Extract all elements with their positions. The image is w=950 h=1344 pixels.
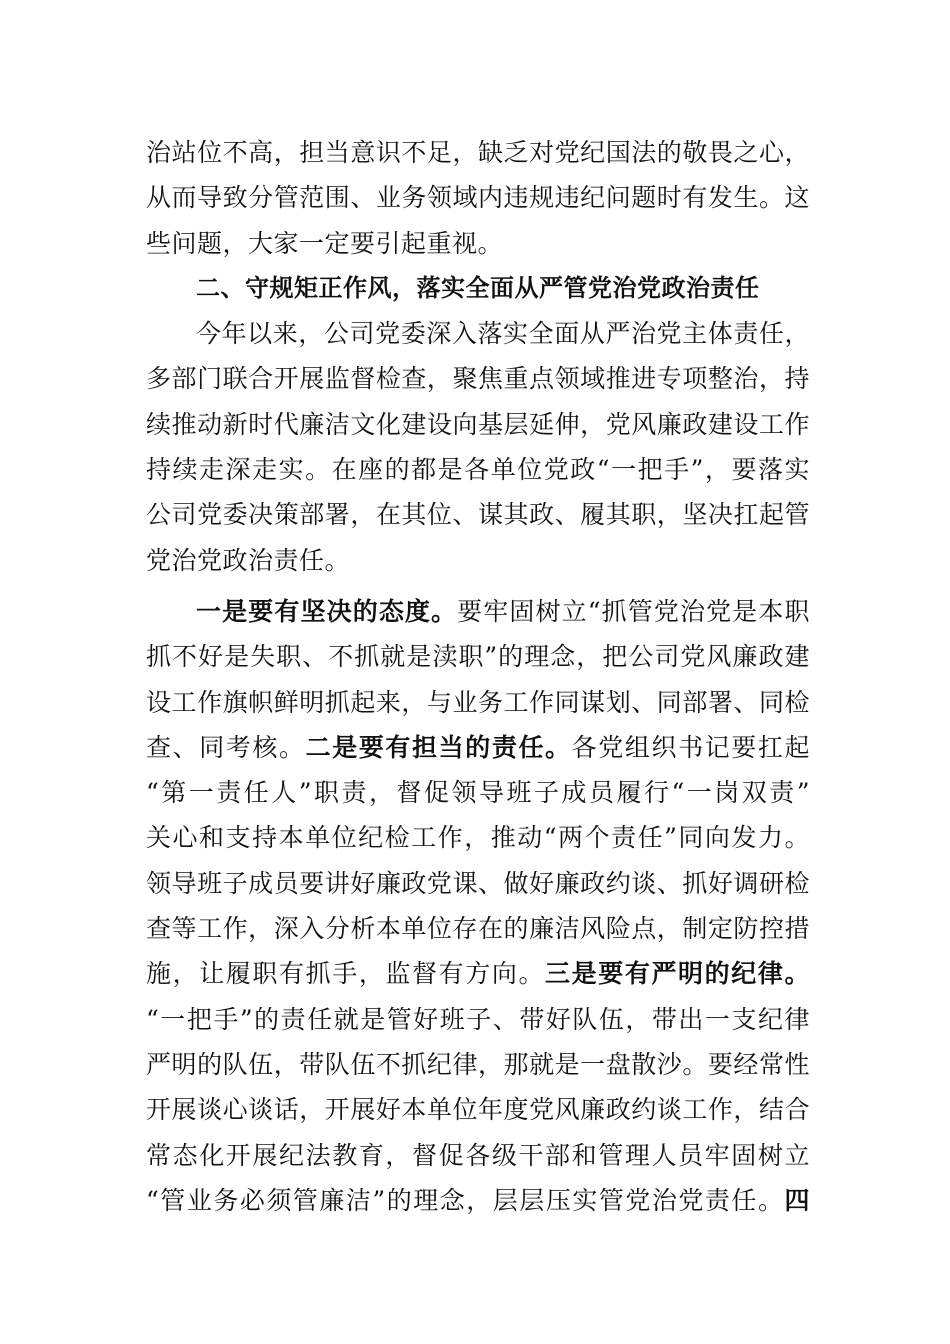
text-segment: 查、同考核。 [146,732,306,762]
text-line: 治站位不高，担当意识不足，缺乏对党纪国法的敬畏之心， [146,138,810,167]
text-line: 关心和支持本单位纪检工作，推动“两个责任”同向发力。 [146,823,810,853]
point-two-heading: 二是要有担当的责任。 [305,732,572,762]
text-line: 从而导致分管范围、业务领域内违规违纪问题时有发生。这 [146,183,810,213]
paragraph-intro-continued [146,130,810,266]
text-segment: 施，让履职有抓手，监督有方向。 [146,959,546,989]
text-segment: 各党组织书记要扛起 [571,732,810,762]
document-body [146,130,810,1223]
text-line: 设工作旗帜鲜明抓起来，与业务工作同谋划、同部署、同检 [146,687,810,717]
text-segment: 要牢固树立“抓管党治党是本职 [457,596,810,626]
text-line: 续推动新时代廉洁文化建设向基层延伸，党风廉政建设工作 [146,409,810,439]
text-line: 今年以来，公司党委深入落实全面从严治党主体责任， [196,319,810,349]
section-heading-text: 二、守规矩正作风，落实全面从严管党治党政治责任 [196,273,760,302]
section-heading [146,266,810,311]
text-line: 持续走深走实。在座的都是各单位党政“一把手”，要落实 [146,455,810,485]
text-line: 公司党委决策部署，在其位、谋其政、履其职，坚决扛起管 [146,500,810,530]
text-line [146,589,810,634]
text-line [146,951,810,996]
point-one-heading: 一是要有坚决的态度。 [196,596,458,626]
text-line: 党治党政治责任。 [146,545,351,575]
text-line [146,725,810,770]
point-three-heading: 三是要有严明的纪律。 [545,959,810,989]
text-line: 多部门联合开展监督检查，聚焦重点领域推进专项整治，持 [146,364,810,394]
paragraph-overview [146,311,810,583]
text-segment: “管业务必须管廉洁”的理念，层层压实管党治党责任。 [146,1185,785,1215]
text-line: “一把手”的责任就是管好班子、带好队伍，带出一支纪律 [146,1004,810,1034]
text-line [146,1178,810,1223]
text-line: 开展谈心谈话，开展好本单位年度党风廉政约谈工作，结合 [146,1095,810,1125]
text-line: 查等工作，深入分析本单位存在的廉洁风险点，制定防控措 [146,914,810,944]
text-line: 常态化开展纪法教育，督促各级干部和管理人员牢固树立 [146,1140,810,1170]
text-line: 些问题，大家一定要引起重视。 [146,228,504,258]
text-line: “第一责任人”职责，督促领导班子成员履行“一岗双责” [146,778,810,808]
text-line: 严明的队伍，带队伍不抓纪律，那就是一盘散沙。要经常性 [146,1049,810,1079]
text-line: 领导班子成员要讲好廉政党课、做好廉政约谈、抓好调研检 [146,868,810,898]
paragraph-requirements [146,589,810,1223]
point-four-heading-start: 四 [784,1185,810,1215]
text-line: 抓不好是失职、不抓就是渎职”的理念，把公司党风廉政建 [146,642,810,672]
